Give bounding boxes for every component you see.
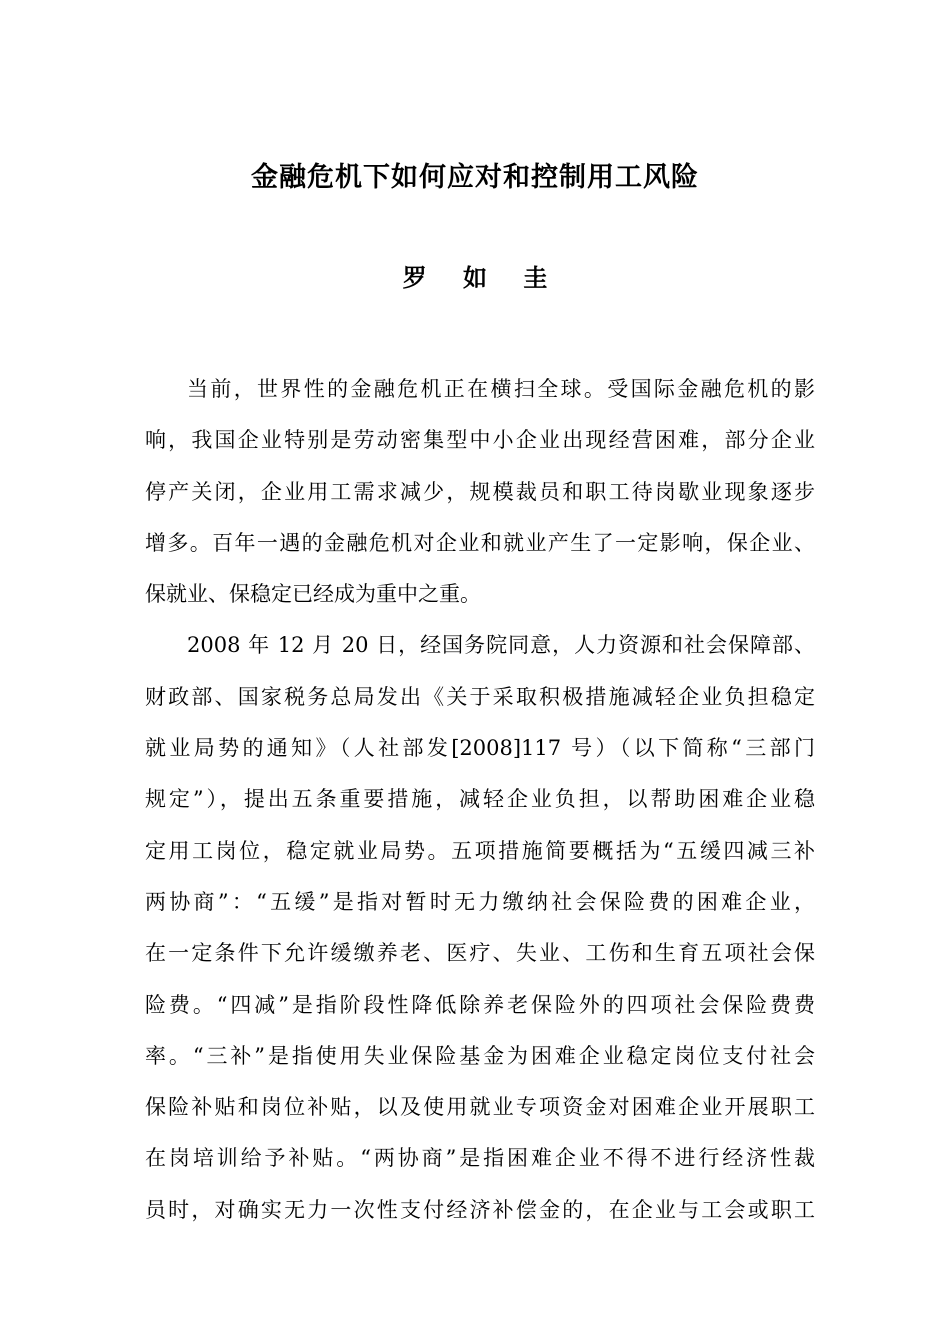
paragraph-line: 增多。百年一遇的金融危机对企业和就业产生了一定影响，保企业、 xyxy=(145,530,815,555)
paragraph-line: 响，我国企业特别是劳动密集型中小企业出现经营困难，部分企业 xyxy=(145,428,815,453)
paragraph-2 xyxy=(145,620,815,1236)
paragraph-line: 保就业、保稳定已经成为重中之重。 xyxy=(145,582,481,607)
paragraph-line: 率。“三补”是指使用失业保险基金为困难企业稳定岗位支付社会 xyxy=(145,1043,815,1068)
paragraph-line: 在岗培训给予补贴。“两协商”是指困难企业不得不进行经济性裁 xyxy=(145,1146,815,1171)
paragraph-line: 当前，世界性的金融危机正在横扫全球。受国际金融危机的影 xyxy=(187,377,815,401)
paragraph-line: 保险补贴和岗位补贴，以及使用就业专项资金对困难企业开展职工 xyxy=(145,1095,815,1120)
paragraph-line: 2008 年 12 月 20 日，经国务院同意，人力资源和社会保障部、 xyxy=(187,633,815,658)
paragraph-line: 定用工岗位，稳定就业局势。五项措施简要概括为“五缓四减三补 xyxy=(145,838,815,863)
paragraph-line: 险费。“四减”是指阶段性降低除养老保险外的四项社会保险费费 xyxy=(145,992,815,1017)
paragraph-line: 两协商”：“五缓”是指对暂时无力缴纳社会保险费的困难企业， xyxy=(145,889,815,914)
paragraph-line: 财政部、国家税务总局发出《关于采取积极措施减轻企业负担稳定 xyxy=(145,684,815,709)
document-body xyxy=(145,364,815,1236)
paragraph-line: 停产关闭，企业用工需求减少，规模裁员和职工待岗歇业现象逐步 xyxy=(145,479,815,504)
paragraph-line: 在一定条件下允许缓缴养老、医疗、失业、工伤和生育五项社会保 xyxy=(145,941,815,966)
paragraph-1 xyxy=(145,364,815,620)
document-author: 罗 如 圭 xyxy=(402,263,562,292)
document-title: 金融危机下如何应对和控制用工风险 xyxy=(251,162,699,193)
paragraph-line: 规定”），提出五条重要措施，减轻企业负担，以帮助困难企业稳 xyxy=(145,787,815,812)
paragraph-line: 员时，对确实无力一次性支付经济补偿金的，在企业与工会或职工 xyxy=(145,1197,815,1222)
paragraph-line: 就业局势的通知》（人社部发[2008]117 号）（以下简称“三部门 xyxy=(145,736,815,761)
